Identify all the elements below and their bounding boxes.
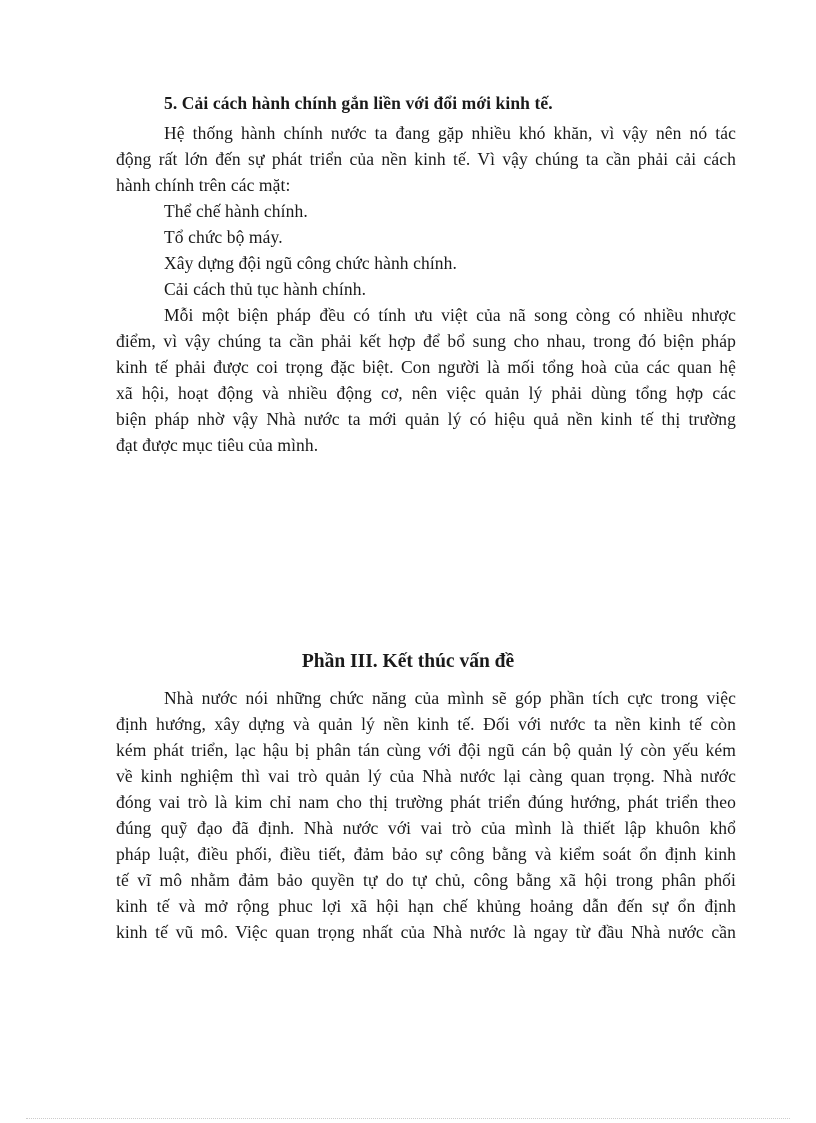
- paragraph-line: định hướng, xây dựng và quản lý nền kinh tế. Đối với nước ta nền kinh tế còn: [116, 714, 736, 734]
- paragraph-line: đóng vai trò là kim chỉ nam cho thị trường phát triển đúng hướng, phát triển theo: [116, 792, 736, 812]
- paragraph-line: biện pháp nhờ vậy Nhà nước ta mới quản lý có hiệu quả nền kinh tế thị trường: [116, 409, 736, 429]
- paragraph-line: Hệ thống hành chính nước ta đang gặp nhiều khó khăn, vì vậy nên nó tác: [164, 123, 736, 143]
- paragraph-line: điểm, vì vậy chúng ta cần phải kết hợp để bổ sung cho nhau, trong đó biện pháp: [116, 331, 736, 351]
- paragraph-line: hành chính trên các mặt:: [116, 175, 291, 195]
- list-item: Tổ chức bộ máy.: [164, 227, 283, 247]
- list-item: Cải cách thủ tục hành chính.: [164, 279, 367, 299]
- paragraph-line: Nhà nước nói những chức năng của mình sẽ góp phần tích cực trong việc: [164, 688, 736, 708]
- paragraph-line: xã hội, hoạt động và nhiều động cơ, nên việc quản lý phải dùng tổng hợp các: [116, 383, 736, 403]
- paragraph-line: đúng quỹ đạo đã định. Nhà nước với vai trò của mình là thiết lập khuôn khổ: [116, 818, 736, 838]
- paragraph-line: tế vĩ mô nhằm đảm bảo quyền tự do tự chủ, công bằng xã hội trong phân phối: [116, 870, 736, 890]
- list-item: Thể chế hành chính.: [164, 201, 308, 221]
- paragraph-line: đạt được mục tiêu của mình.: [116, 435, 319, 455]
- paragraph-line: Mỗi một biện pháp đều có tính ưu việt của nã song còng có nhiều nhược: [164, 305, 736, 325]
- paragraph-line: pháp luật, điều phối, điều tiết, đảm bảo sự công bằng và kiểm soát ổn định kinh: [116, 844, 736, 864]
- paragraph-line: kinh tế và mở rộng phuc lợi xã hội hạn chế khủng hoảng dẫn đến sự ổn định: [116, 896, 736, 916]
- paragraph-line: động rất lớn đến sự phát triển của nền kinh tế. Vì vậy chúng ta cần phải cải cách: [116, 149, 736, 169]
- section-heading: 5. Cải cách hành chính gắn liền với đổi mới kinh tế.: [164, 93, 553, 113]
- page-bottom-rule: [26, 1118, 790, 1119]
- paragraph-line: kinh tế vũ mô. Việc quan trọng nhất của Nhà nước là ngay từ đầu Nhà nước cần: [116, 922, 736, 942]
- list-item: Xây dựng đội ngũ công chức hành chính.: [164, 253, 457, 273]
- paragraph-line: kinh tế phải được coi trọng đặc biệt. Con người là mối tổng hoà của các quan hệ: [116, 357, 736, 377]
- paragraph-line: kém phát triển, lạc hậu bị phân tán cùng với đội ngũ cán bộ quản lý còn yếu kém: [116, 740, 736, 760]
- paragraph-line: về kinh nghiệm thì vai trò quản lý của Nhà nước lại càng quan trọng. Nhà nước: [116, 766, 736, 786]
- part-title: Phần III. Kết thúc vấn đề: [301, 651, 515, 672]
